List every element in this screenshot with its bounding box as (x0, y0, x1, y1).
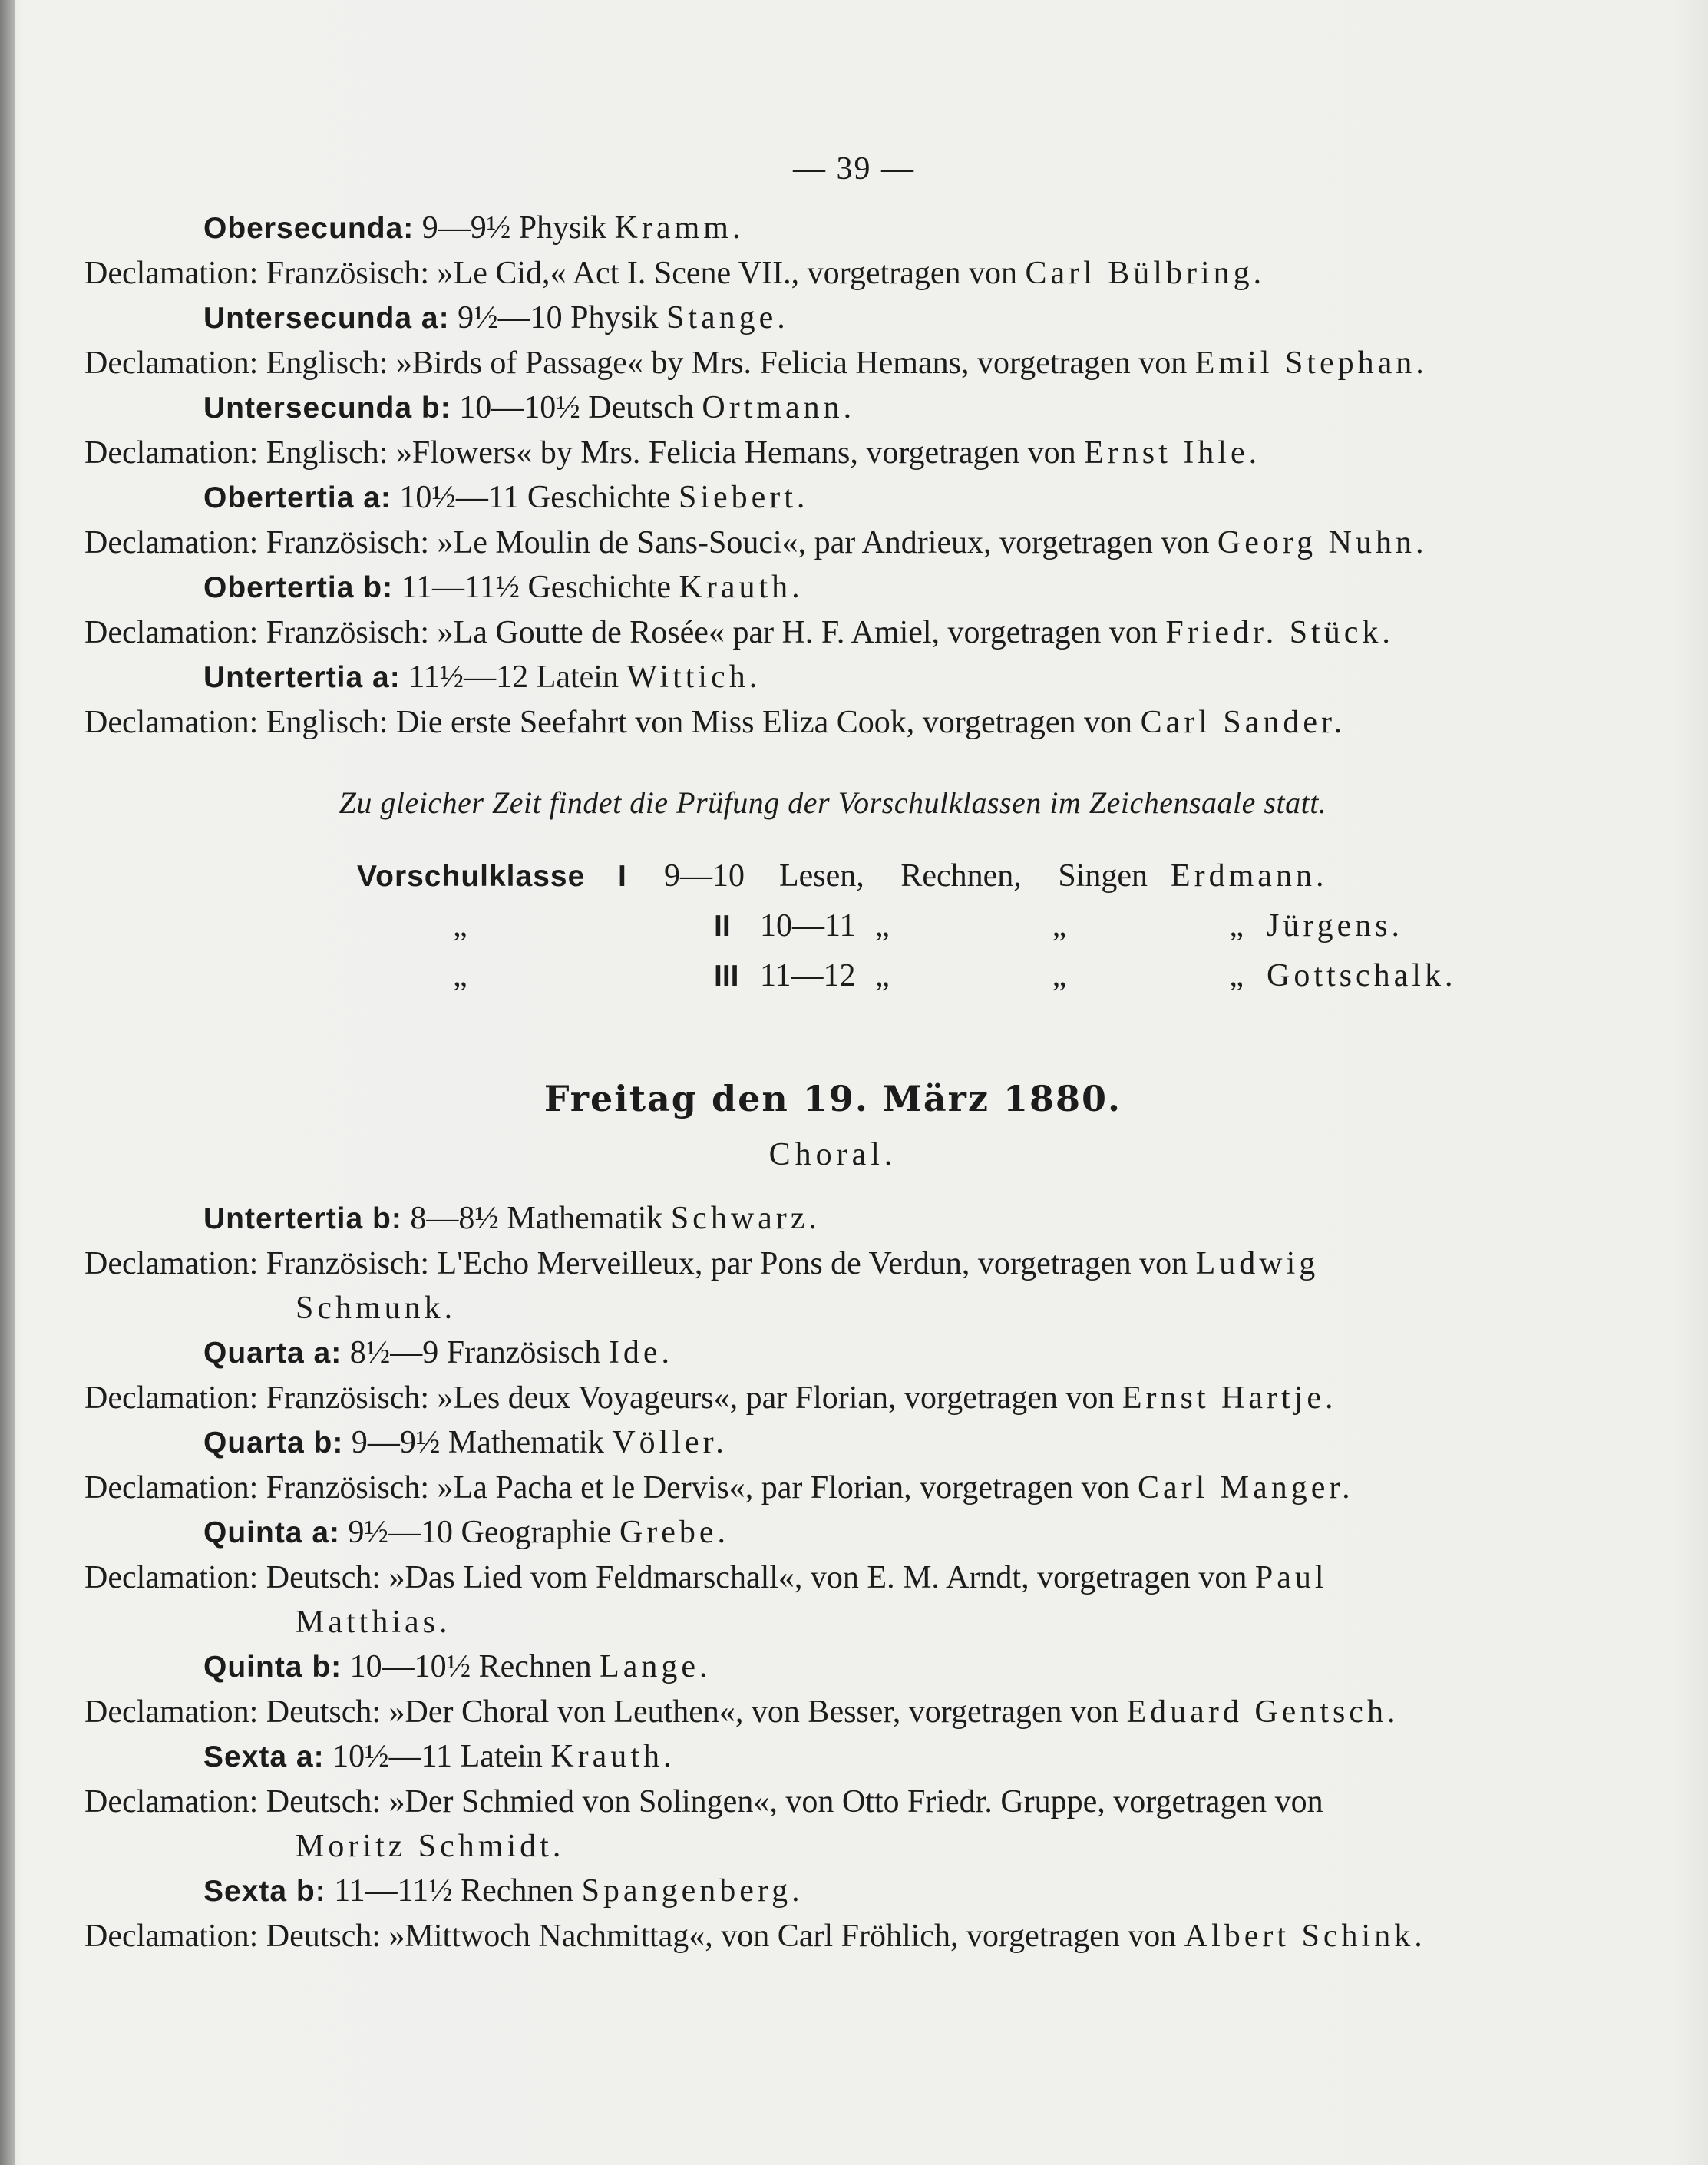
class-name: Sexta a (203, 1740, 314, 1773)
class-name: Sexta b (203, 1875, 316, 1908)
class-colon: : (391, 1202, 402, 1235)
vorschule-label: „ (453, 958, 467, 993)
teacher-name: Stange. (666, 300, 789, 335)
class-colon: : (331, 1651, 342, 1684)
class-name: Obersecunda (203, 212, 404, 245)
class-colon: : (313, 1740, 325, 1773)
lesson-time: 9—9½ (421, 210, 511, 246)
class-name: Quarta a (203, 1337, 332, 1370)
declamation-text: Englisch: »Birds of Passage« by Mrs. Felicia Hemans, vorgetragen von (266, 345, 1188, 381)
student-name: Ernst Hartje. (1122, 1380, 1337, 1416)
lesson-time: 11—11½ (334, 1873, 453, 1909)
student-name: Carl Manger. (1137, 1470, 1354, 1506)
page-number: — 39 — (793, 151, 915, 187)
declamation-label: Declamation: (84, 1694, 259, 1730)
student-name: Carl Bülbring. (1025, 256, 1266, 291)
declamation-text: Englisch: Die erste Seefahrt von Miss Eliza Cook, vorgetragen von (266, 705, 1133, 740)
declamation-text: Deutsch: »Der Choral von Leuthen«, von Besser, vorgetragen von (266, 1694, 1119, 1730)
class-colon: : (332, 1426, 344, 1459)
class-colon: : (380, 481, 391, 514)
class-colon: : (440, 392, 451, 425)
declamation-line (84, 1241, 1581, 1286)
class-name: Quinta b (203, 1651, 332, 1684)
class-line (84, 1420, 1581, 1466)
student-name: Ludwig (1195, 1246, 1320, 1281)
declamation-label: Declamation: (84, 1380, 259, 1416)
subject-reading: „ (875, 908, 890, 944)
lesson-subject: Geographie (461, 1515, 612, 1550)
student-name: Eduard Gentsch. (1126, 1694, 1399, 1730)
declamation-line (84, 1914, 1581, 1958)
class-name: Quinta a (203, 1516, 330, 1549)
day-heading: Freitag den 19. März 1880. (543, 1078, 1122, 1119)
declamation-line (84, 700, 1581, 745)
vorschule-teacher: Gottschalk. (1267, 958, 1457, 993)
declamation-line (84, 1555, 1581, 1600)
lesson-time: 10½—11 (399, 480, 520, 515)
lesson-subject: Rechnen (478, 1649, 592, 1684)
teacher-name: Völler. (612, 1425, 728, 1460)
student-name: Emil Stephan. (1194, 345, 1428, 381)
class-name: Untertertia b (203, 1202, 391, 1235)
class-colon: : (329, 1516, 341, 1549)
class-line (84, 206, 1581, 251)
schedule-section-thursday (84, 206, 1581, 745)
lesson-subject: Latein (460, 1739, 543, 1774)
declamation-text: Französisch: »Le Cid,« Act I. Scene VII., vorgetragen von (266, 256, 1017, 291)
declamation-text: Französisch: »Le Moulin de Sans-Souci«, par Andrieux, vorgetragen von (266, 525, 1210, 560)
class-line (84, 565, 1581, 610)
book-spine-edge (0, 0, 15, 2165)
vorschule-subjects (779, 851, 1171, 901)
vorschule-grade: I (618, 860, 626, 893)
teacher-name: Kramm. (614, 210, 745, 246)
teacher-name: Ide. (608, 1335, 674, 1370)
subject-arithmetic: „ (1052, 908, 1067, 944)
declamation-label: Declamation: (84, 1560, 259, 1595)
lesson-subject: Physik (570, 300, 659, 335)
vorschule-row (84, 851, 1581, 901)
vorschule-time: 10—11 (760, 908, 856, 944)
student-name: Ernst Ihle. (1084, 435, 1261, 471)
lesson-subject: Geschichte (527, 570, 672, 605)
lesson-time: 9—9½ (351, 1425, 441, 1460)
declamation-line (84, 1376, 1581, 1420)
declamation-label: Declamation: (84, 435, 259, 471)
vorschule-label: „ (453, 908, 467, 944)
lesson-subject: Rechnen (461, 1873, 574, 1909)
declamation-text: Deutsch: »Das Lied vom Feldmarschall«, von E. M. Arndt, vorgetragen von (266, 1560, 1247, 1595)
lesson-time: 8—8½ (410, 1201, 499, 1236)
declamation-text: Deutsch: »Der Schmied von Solingen«, von Otto Friedr. Gruppe, vorgetragen von (266, 1784, 1323, 1820)
class-colon: : (315, 1875, 326, 1908)
class-line (84, 1644, 1581, 1690)
vorschule-grade: III (714, 960, 739, 993)
lesson-subject: Physik (518, 210, 607, 246)
lesson-subject: Deutsch (588, 390, 694, 425)
declamation-line (84, 1780, 1581, 1824)
declamation-label: Declamation: (84, 525, 259, 560)
declamation-text: Englisch: »Flowers« by Mrs. Felicia Hemans, vorgetragen von (266, 435, 1076, 471)
vorschule-note: Zu gleicher Zeit findet die Prüfung der Vorschulklassen im Zeichensaale statt. (339, 785, 1327, 820)
teacher-name: Wittich. (626, 659, 761, 695)
class-name: Obertertia a (203, 481, 381, 514)
teacher-name: Krauth. (679, 570, 804, 605)
class-line (84, 1734, 1581, 1780)
class-name: Untersecunda b (203, 392, 441, 425)
declamation-label: Declamation: (84, 1470, 259, 1506)
choral-label: Choral. (768, 1137, 897, 1172)
declamation-line (84, 1466, 1581, 1510)
class-name: Obertertia b (203, 571, 383, 604)
vorschule-grade: II (714, 910, 731, 943)
student-name: Albert Schink. (1184, 1919, 1426, 1954)
declamation-label: Declamation: (84, 705, 259, 740)
declamation-label: Declamation: (84, 615, 259, 650)
lesson-time: 8½—9 (349, 1335, 439, 1370)
vorschule-time: 9—10 (664, 858, 745, 894)
declamation-line (84, 251, 1581, 296)
exam-schedule (84, 206, 1581, 1958)
subject-arithmetic: Rechnen, (900, 858, 1022, 894)
schedule-section-friday (84, 1196, 1581, 1958)
vorschule-subjects (875, 951, 1267, 1000)
lesson-time: 10½—11 (332, 1739, 453, 1774)
lesson-subject: Latein (536, 659, 619, 695)
teacher-name: Siebert. (678, 480, 809, 515)
declamation-continuation: Schmunk. (296, 1291, 457, 1326)
class-line (84, 655, 1581, 700)
subject-singing: Singen (1058, 858, 1148, 894)
vorschule-row (84, 901, 1581, 951)
lesson-time: 10—10½ (349, 1649, 471, 1684)
student-name: Friedr. Stück. (1165, 615, 1394, 650)
class-colon: : (382, 571, 394, 604)
declamation-text: Französisch: »Les deux Voyageurs«, par Florian, vorgetragen von (266, 1380, 1115, 1416)
class-line (84, 475, 1581, 521)
declamation-label: Declamation: (84, 256, 259, 291)
declamation-label: Declamation: (84, 345, 259, 381)
lesson-subject: Französisch (446, 1335, 601, 1370)
lesson-time: 11—11½ (401, 570, 520, 605)
class-colon: : (403, 212, 415, 245)
declamation-line (84, 610, 1581, 655)
class-line (84, 1510, 1581, 1555)
vorschule-label: Vorschulklasse (357, 860, 586, 893)
subject-reading: „ (875, 958, 890, 993)
lesson-subject: Geschichte (527, 480, 671, 515)
subject-arithmetic: „ (1052, 958, 1067, 993)
class-name: Untersecunda a (203, 302, 439, 335)
teacher-name: Lange. (600, 1649, 712, 1684)
declamation-line (84, 341, 1581, 385)
student-name: Carl Sander. (1140, 705, 1346, 740)
teacher-name: Spangenberg. (581, 1873, 804, 1909)
class-line (84, 385, 1581, 431)
class-colon: : (331, 1337, 342, 1370)
declamation-text: Französisch: »La Pacha et le Dervis«, par Florian, vorgetragen von (266, 1470, 1130, 1506)
class-line (84, 1869, 1581, 1914)
declamation-line (84, 521, 1581, 565)
vorschule-time: 11—12 (760, 958, 856, 993)
declamation-text: Deutsch: »Mittwoch Nachmittag«, von Carl Fröhlich, vorgetragen von (266, 1919, 1177, 1954)
vorschule-table (84, 851, 1581, 1001)
vorschule-subjects (875, 901, 1267, 950)
student-name: Georg Nuhn. (1217, 525, 1428, 560)
class-line (84, 296, 1581, 341)
declamation-continuation: Moritz Schmidt. (296, 1829, 565, 1864)
teacher-name: Ortmann. (702, 390, 856, 425)
declamation-label: Declamation: (84, 1919, 259, 1954)
declamation-label: Declamation: (84, 1784, 259, 1820)
declamation-line (84, 1690, 1581, 1734)
declamation-text: Französisch: L'Echo Merveilleux, par Pons de Verdun, vorgetragen von (266, 1246, 1188, 1281)
class-colon: : (438, 302, 450, 335)
student-name: Paul (1254, 1560, 1328, 1595)
vorschule-teacher: Erdmann. (1171, 858, 1328, 894)
lesson-time: 9½—10 (458, 300, 563, 335)
vorschule-row (84, 951, 1581, 1001)
subject-singing: „ (1229, 958, 1244, 993)
teacher-name: Schwarz. (670, 1201, 821, 1236)
class-colon: : (389, 661, 401, 694)
declamation-line (84, 431, 1581, 475)
class-name: Untertertia a (203, 661, 390, 694)
class-line (84, 1330, 1581, 1376)
lesson-time: 11½—12 (408, 659, 529, 695)
lesson-subject: Mathematik (507, 1201, 663, 1236)
declamation-label: Declamation: (84, 1246, 259, 1281)
declamation-text: Französisch: »La Goutte de Rosée« par H. F. Amiel, vorgetragen von (266, 615, 1158, 650)
class-line (84, 1196, 1581, 1241)
vorschule-teacher: Jürgens. (1267, 908, 1404, 944)
declamation-continuation: Matthias. (296, 1605, 451, 1640)
lesson-time: 9½—10 (348, 1515, 454, 1550)
class-name: Quarta b (203, 1426, 333, 1459)
teacher-name: Grebe. (619, 1515, 730, 1550)
lesson-subject: Mathematik (448, 1425, 604, 1460)
lesson-time: 10—10½ (459, 390, 580, 425)
subject-reading: Lesen, (779, 858, 864, 894)
subject-singing: „ (1229, 908, 1244, 944)
teacher-name: Krauth. (550, 1739, 676, 1774)
